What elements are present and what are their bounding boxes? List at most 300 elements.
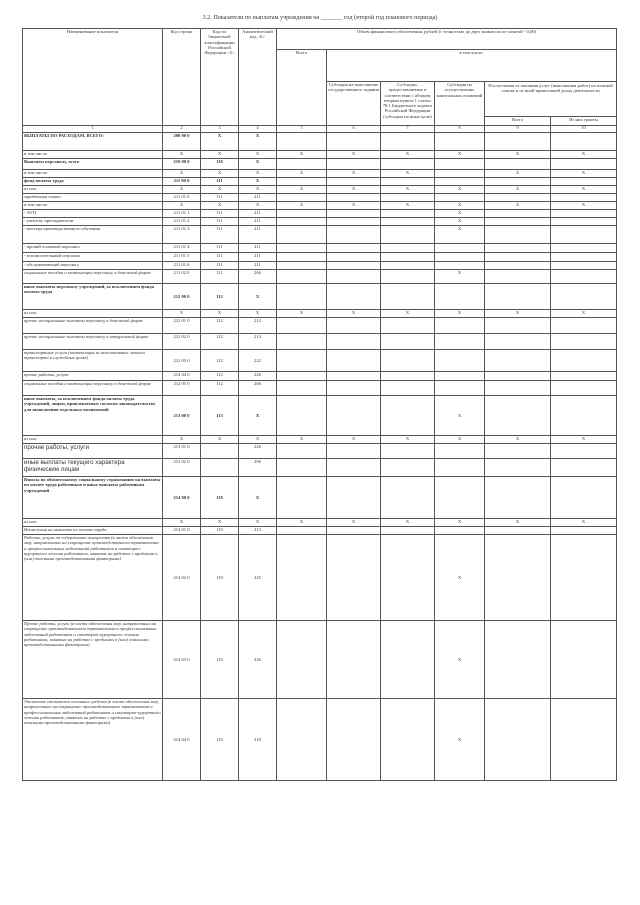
row-value-cell	[327, 318, 381, 334]
row-value-cell	[551, 284, 617, 310]
row-value-cell	[327, 621, 381, 699]
row-value-cell	[551, 334, 617, 350]
row-kosgu: 310	[239, 699, 277, 781]
row-value-cell	[381, 159, 435, 170]
header-subsidy-task: Субсидия на выполнение государственного задания	[327, 82, 381, 126]
row-value-cell	[381, 535, 435, 621]
row-value-cell: X	[551, 151, 617, 159]
row-value-cell	[485, 459, 551, 477]
row-value-cell: X	[485, 170, 551, 178]
row-value-cell	[277, 350, 327, 372]
row-code: 211 01 4	[163, 244, 201, 253]
row-value-cell: X	[435, 699, 485, 781]
row-kosgu: 213	[239, 527, 277, 535]
row-value-cell	[551, 699, 617, 781]
table-row	[23, 186, 617, 194]
row-value-cell: X	[381, 151, 435, 159]
row-code: 212 02 0	[163, 334, 201, 350]
row-code: X	[163, 436, 201, 444]
row-value-cell	[551, 218, 617, 226]
row-value-cell	[485, 477, 551, 519]
row-value-cell	[277, 621, 327, 699]
row-value-cell: X	[485, 310, 551, 318]
row-kosgu: X	[239, 310, 277, 318]
row-value-cell	[327, 477, 381, 519]
row-value-cell: X	[435, 396, 485, 436]
row-value-cell	[485, 621, 551, 699]
row-name: Работы, услуги по содержанию имущества (в части обеспечения мер, направленных на сокращение производственного травматизма и профессиональных заболеваний работников и санаторно-курортного лечения работников, занятых на работах с вредными и (или) опасными производственными факторами)	[23, 535, 163, 621]
row-value-cell	[327, 459, 381, 477]
table-row	[23, 350, 617, 372]
table-row	[23, 699, 617, 781]
row-name: - мастера производственного обучения	[23, 226, 163, 244]
row-value-cell	[277, 133, 327, 151]
table-row	[23, 226, 617, 244]
row-code: 212 00 0	[163, 284, 201, 310]
row-value-cell	[327, 226, 381, 244]
row-value-cell	[551, 194, 617, 202]
payments-table-frame	[22, 28, 616, 781]
row-value-cell: X	[551, 436, 617, 444]
table-row	[23, 178, 617, 186]
row-value-cell	[327, 178, 381, 186]
table-row	[23, 527, 617, 535]
header-capital: Субсидия на осуществление капитальных вложений	[435, 82, 485, 126]
row-kbk: X	[201, 310, 239, 318]
row-value-cell	[551, 381, 617, 396]
row-value-cell	[277, 194, 327, 202]
row-value-cell	[551, 477, 617, 519]
table-body	[23, 133, 617, 781]
row-value-cell: X	[485, 186, 551, 194]
row-value-cell: X	[381, 170, 435, 178]
row-code: 212 05 0	[163, 381, 201, 396]
row-value-cell	[485, 210, 551, 218]
row-name: иные выплаты персоналу учреждений, за исключением фонда оплаты труда	[23, 284, 163, 310]
row-code: 214 02 0	[163, 535, 201, 621]
row-value-cell	[435, 527, 485, 535]
row-kbk	[201, 444, 239, 459]
header-including: в том числе:	[327, 50, 617, 82]
row-name: из них:	[23, 519, 163, 527]
row-kbk: 112	[201, 350, 239, 372]
header-volume: Объем финансового обеспечения, рублей (с точностью до двух знаков после запятой - 0,00)	[277, 29, 617, 50]
row-value-cell: X	[435, 270, 485, 284]
row-value-cell	[381, 210, 435, 218]
row-value-cell	[277, 318, 327, 334]
row-value-cell: X	[551, 310, 617, 318]
row-value-cell	[381, 244, 435, 253]
row-value-cell: X	[435, 519, 485, 527]
row-value-cell	[381, 178, 435, 186]
payments-table	[22, 28, 617, 781]
table-row	[23, 381, 617, 396]
row-kosgu: X	[239, 396, 277, 436]
row-kosgu: 211	[239, 210, 277, 218]
header-income	[485, 82, 617, 126]
row-kbk: 111	[201, 270, 239, 284]
row-value-cell: X	[381, 436, 435, 444]
row-value-cell	[435, 334, 485, 350]
row-value-cell: X	[435, 210, 485, 218]
row-value-cell	[381, 318, 435, 334]
row-value-cell	[381, 527, 435, 535]
row-value-cell	[381, 381, 435, 396]
row-kosgu: 222	[239, 350, 277, 372]
row-value-cell	[277, 381, 327, 396]
row-name: в том числе:	[23, 202, 163, 210]
column-number: 2	[163, 126, 201, 133]
table-row	[23, 436, 617, 444]
row-value-cell: X	[277, 186, 327, 194]
row-value-cell	[277, 527, 327, 535]
row-value-cell	[277, 226, 327, 244]
row-name: прочие работы, услуги	[23, 372, 163, 381]
row-value-cell	[381, 218, 435, 226]
row-value-cell	[381, 444, 435, 459]
table-row	[23, 218, 617, 226]
row-code: 211 00 0	[163, 178, 201, 186]
table-row	[23, 151, 617, 159]
row-value-cell: X	[435, 186, 485, 194]
row-value-cell	[381, 284, 435, 310]
row-kosgu: X	[239, 186, 277, 194]
row-value-cell	[381, 459, 435, 477]
row-name: Увеличение стоимости основных средств (в части обеспечения мер, направленных на сокращение производственного травматизма и профессиональных заболеваний работников и санаторно-курортного лечения работников, занятых на работах с вредными и (или) опасными производственными факторами)	[23, 699, 163, 781]
row-value-cell	[381, 262, 435, 270]
row-kbk: 110	[201, 159, 239, 170]
row-code: 210 00 0	[163, 159, 201, 170]
row-value-cell: X	[327, 186, 381, 194]
row-value-cell	[381, 477, 435, 519]
row-value-cell	[435, 170, 485, 178]
header-income-label: Поступления от оказания услуг (выполнения работ) на платной основе и от иной приносящей доход деятельности	[485, 82, 616, 117]
row-code: 213 02 0	[163, 459, 201, 477]
row-kosgu: X	[239, 284, 277, 310]
row-value-cell	[485, 527, 551, 535]
row-code: 211 01 5	[163, 253, 201, 262]
row-value-cell: X	[277, 202, 327, 210]
row-kbk: 111	[201, 210, 239, 218]
row-value-cell	[277, 372, 327, 381]
row-value-cell	[277, 334, 327, 350]
row-value-cell: X	[381, 519, 435, 527]
row-value-cell: X	[485, 202, 551, 210]
row-value-cell	[551, 226, 617, 244]
row-code: X	[163, 310, 201, 318]
row-kbk	[201, 459, 239, 477]
row-code: 211 01 0	[163, 194, 201, 202]
row-kbk: 119	[201, 477, 239, 519]
row-value-cell	[277, 284, 327, 310]
column-number: 1	[23, 126, 163, 133]
row-code: 211 01 6	[163, 262, 201, 270]
row-value-cell	[327, 218, 381, 226]
table-row	[23, 244, 617, 253]
row-value-cell	[381, 334, 435, 350]
row-value-cell	[277, 210, 327, 218]
row-code: 211 01 3	[163, 226, 201, 244]
row-kbk: X	[201, 133, 239, 151]
row-name: социальные пособия и компенсации персоналу в денежной форме	[23, 270, 163, 284]
row-value-cell	[551, 444, 617, 459]
column-number: 8	[435, 126, 485, 133]
column-number: 3	[201, 126, 239, 133]
row-name: прочие работы, услуги	[23, 444, 163, 459]
row-value-cell	[277, 159, 327, 170]
row-value-cell	[277, 262, 327, 270]
table-row	[23, 444, 617, 459]
row-value-cell	[485, 381, 551, 396]
row-value-cell	[435, 318, 485, 334]
row-kbk: 119	[201, 527, 239, 535]
table-row	[23, 535, 617, 621]
row-value-cell	[435, 444, 485, 459]
row-code: X	[163, 186, 201, 194]
row-value-cell	[551, 133, 617, 151]
row-kosgu: X	[239, 202, 277, 210]
row-value-cell: X	[327, 519, 381, 527]
row-value-cell	[435, 253, 485, 262]
row-name: из них:	[23, 186, 163, 194]
row-kbk: 111	[201, 244, 239, 253]
row-code: 200 00 0	[163, 133, 201, 151]
row-value-cell: X	[381, 186, 435, 194]
row-kbk: X	[201, 436, 239, 444]
table-row	[23, 477, 617, 519]
row-kosgu: 225	[239, 535, 277, 621]
row-value-cell	[277, 477, 327, 519]
row-value-cell	[485, 334, 551, 350]
row-code: 212 01 0	[163, 318, 201, 334]
row-name: из них:	[23, 436, 163, 444]
row-value-cell	[485, 194, 551, 202]
table-row	[23, 170, 617, 178]
row-code: X	[163, 519, 201, 527]
row-kosgu: X	[239, 170, 277, 178]
row-value-cell	[327, 334, 381, 350]
row-kbk: 112	[201, 284, 239, 310]
row-value-cell: X	[381, 310, 435, 318]
row-value-cell: X	[327, 170, 381, 178]
table-row	[23, 310, 617, 318]
row-value-cell	[327, 699, 381, 781]
row-kosgu: 226	[239, 621, 277, 699]
row-value-cell	[277, 270, 327, 284]
table-row	[23, 318, 617, 334]
row-code: 212 04 0	[163, 372, 201, 381]
row-kosgu: X	[239, 133, 277, 151]
row-value-cell	[381, 621, 435, 699]
row-kbk: 112	[201, 381, 239, 396]
row-value-cell	[551, 178, 617, 186]
row-value-cell: X	[327, 151, 381, 159]
header-name: Наименование показателя	[23, 29, 163, 126]
row-value-cell	[381, 350, 435, 372]
row-kosgu: 211	[239, 262, 277, 270]
row-value-cell	[277, 253, 327, 262]
row-value-cell	[327, 350, 381, 372]
row-value-cell	[277, 459, 327, 477]
row-value-cell	[327, 253, 381, 262]
row-value-cell	[485, 350, 551, 372]
row-value-cell	[381, 194, 435, 202]
row-value-cell	[381, 226, 435, 244]
row-value-cell	[485, 226, 551, 244]
row-code: 213 00 0	[163, 396, 201, 436]
table-row	[23, 519, 617, 527]
table-row	[23, 194, 617, 202]
row-value-cell	[485, 535, 551, 621]
table-row	[23, 372, 617, 381]
row-name: - учителя, преподаватели	[23, 218, 163, 226]
row-value-cell	[485, 159, 551, 170]
row-value-cell	[435, 350, 485, 372]
row-kbk: 112	[201, 334, 239, 350]
row-name: заработная плата	[23, 194, 163, 202]
row-value-cell: X	[435, 310, 485, 318]
row-name: социальные пособия и компенсации персоналу в денежной форме	[23, 381, 163, 396]
table-row	[23, 284, 617, 310]
row-value-cell	[551, 535, 617, 621]
row-value-cell	[435, 244, 485, 253]
row-kbk: 112	[201, 372, 239, 381]
header-kosgu: Аналитический код <6>	[239, 29, 277, 126]
row-value-cell	[327, 381, 381, 396]
row-value-cell: X	[381, 202, 435, 210]
row-code: 214 00 0	[163, 477, 201, 519]
table-row	[23, 459, 617, 477]
row-value-cell	[277, 699, 327, 781]
row-value-cell	[551, 210, 617, 218]
row-code: X	[163, 202, 201, 210]
row-name: прочие несоциальные выплаты персоналу в натуральной форме	[23, 334, 163, 350]
row-value-cell	[551, 396, 617, 436]
table-row	[23, 334, 617, 350]
row-value-cell: X	[277, 436, 327, 444]
row-value-cell	[435, 133, 485, 151]
row-kosgu: X	[239, 519, 277, 527]
row-value-cell	[551, 159, 617, 170]
row-name: в том числе:	[23, 151, 163, 159]
row-code: 211 02 0	[163, 270, 201, 284]
row-code: 214 04 0	[163, 699, 201, 781]
table-row	[23, 262, 617, 270]
row-code: X	[163, 151, 201, 159]
row-value-cell	[551, 318, 617, 334]
page-title: 3.2. Показатели по выплатам учреждения на _______ год (второй год планового периода)	[202, 14, 438, 21]
row-kosgu: X	[239, 178, 277, 186]
row-kosgu: 226	[239, 444, 277, 459]
row-value-cell	[327, 159, 381, 170]
column-number: 7	[381, 126, 435, 133]
row-value-cell	[435, 262, 485, 270]
row-value-cell	[277, 396, 327, 436]
row-value-cell	[381, 270, 435, 284]
row-value-cell	[327, 244, 381, 253]
header-grants: Из них гранты	[569, 117, 598, 122]
table-row	[23, 253, 617, 262]
row-value-cell	[551, 527, 617, 535]
row-kbk: 111	[201, 226, 239, 244]
row-value-cell	[551, 350, 617, 372]
row-kbk: X	[201, 170, 239, 178]
table-row	[23, 621, 617, 699]
row-name: иные выплаты текущего характера физическим лицам	[23, 459, 163, 477]
row-name: - АУП	[23, 210, 163, 218]
header-subsidy-other: Субсидии, предоставляемые в соответствии с абзацем вторым пункта 1 статьи 78.1 Бюджетного кодекса Российской Федерации (субсидии на иные цели)	[381, 82, 435, 126]
row-value-cell	[277, 444, 327, 459]
row-value-cell	[551, 270, 617, 284]
row-value-cell: X	[327, 202, 381, 210]
row-code: 212 03 0	[163, 350, 201, 372]
row-value-cell	[485, 284, 551, 310]
table-row	[23, 396, 617, 436]
row-value-cell: X	[435, 436, 485, 444]
row-value-cell	[381, 699, 435, 781]
row-name: иные выплаты, за исключением фонда оплаты труда учреждений, лицам, привлекаемым согласно законодательству для выполнения отдельных полномочий	[23, 396, 163, 436]
row-value-cell: X	[435, 151, 485, 159]
row-value-cell	[381, 396, 435, 436]
row-value-cell	[327, 262, 381, 270]
row-kbk: 111	[201, 262, 239, 270]
row-value-cell: X	[277, 310, 327, 318]
row-value-cell	[435, 459, 485, 477]
row-value-cell	[485, 372, 551, 381]
row-kosgu: 211	[239, 226, 277, 244]
row-kosgu: 266	[239, 270, 277, 284]
row-value-cell	[551, 244, 617, 253]
row-kosgu: 211	[239, 253, 277, 262]
row-value-cell: X	[551, 202, 617, 210]
row-name: - прочий основной персонал	[23, 244, 163, 253]
row-value-cell: X	[277, 151, 327, 159]
row-name: Начисления на выплаты по оплате труда	[23, 527, 163, 535]
row-name: фонд оплаты труда	[23, 178, 163, 186]
row-value-cell	[327, 210, 381, 218]
row-name: - вспомогательный персонал	[23, 253, 163, 262]
row-name: из них:	[23, 310, 163, 318]
row-name: - обслуживающий персонал	[23, 262, 163, 270]
row-kosgu: 211	[239, 244, 277, 253]
header-income-total: Всего	[485, 117, 551, 125]
column-number: 4	[239, 126, 277, 133]
row-value-cell	[277, 244, 327, 253]
row-name: ВЫПЛАТЫ ПО РАСХОДАМ, ВСЕГО:	[23, 133, 163, 151]
row-value-cell: X	[435, 535, 485, 621]
row-value-cell	[551, 372, 617, 381]
row-value-cell	[327, 535, 381, 621]
row-kosgu: 211	[239, 218, 277, 226]
row-name: в том числе:	[23, 170, 163, 178]
row-kbk: X	[201, 202, 239, 210]
row-value-cell	[485, 262, 551, 270]
row-value-cell	[435, 284, 485, 310]
row-value-cell	[485, 396, 551, 436]
table-row	[23, 210, 617, 218]
row-value-cell: X	[327, 436, 381, 444]
row-value-cell	[327, 270, 381, 284]
row-name: транспортные услуги (компенсация за использование личного транспорта в служебных целях)	[23, 350, 163, 372]
row-value-cell	[327, 396, 381, 436]
row-code: 213 01 0	[163, 444, 201, 459]
row-kbk: X	[201, 186, 239, 194]
table-row	[23, 202, 617, 210]
row-kbk: 111	[201, 178, 239, 186]
row-kosgu: X	[239, 151, 277, 159]
row-kbk: 111	[201, 194, 239, 202]
header-code: Код строки	[163, 29, 201, 126]
